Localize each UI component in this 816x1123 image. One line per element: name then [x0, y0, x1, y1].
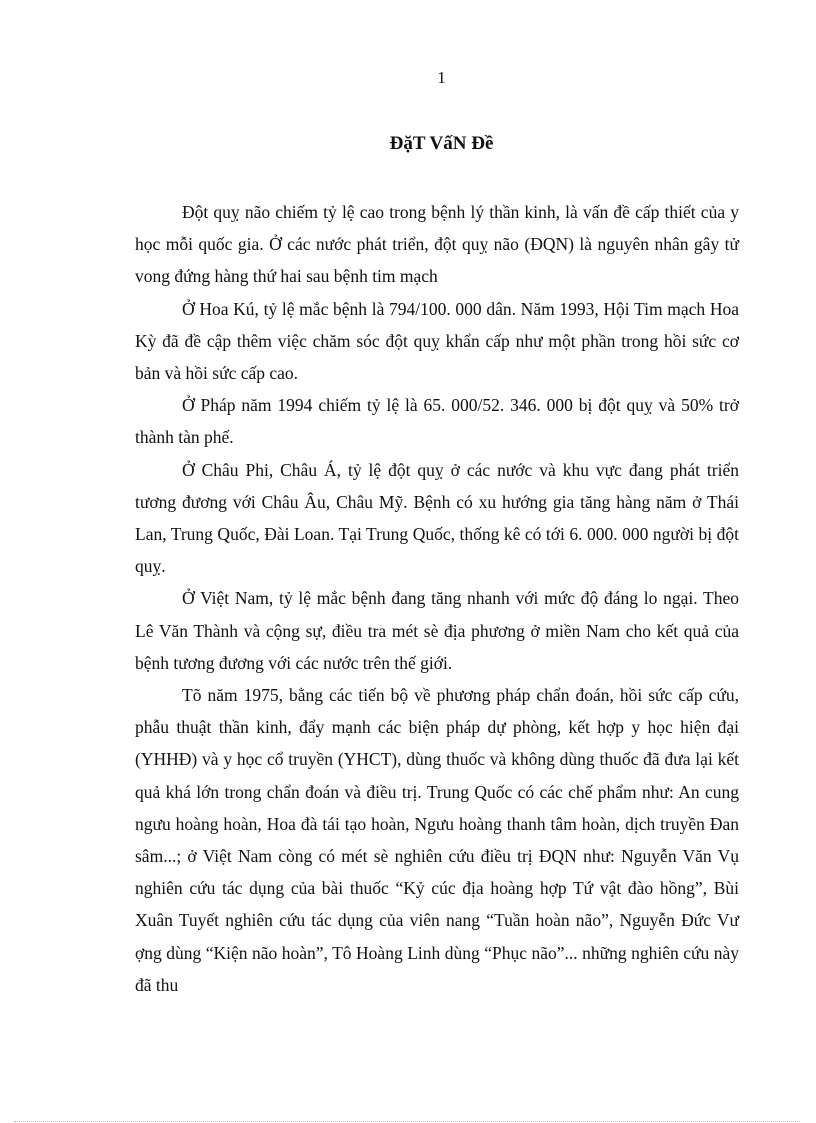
page-bottom-divider [14, 1121, 800, 1122]
paragraph: Ở Hoa Kú, tỷ lệ mắc bệnh là 794/100. 000 dân. Năm 1993, Hội Tim mạch Hoa Kỳ đã đề cập thêm việc chăm sóc đột quỵ khẩn cấp như một phần trong hồi sức cơ bản và hồi sức cấp cao. [135, 298, 739, 384]
page-number: 1 [437, 68, 446, 87]
section-title: ĐặT VấN Đề [389, 133, 494, 154]
paragraph: Đột quỵ não chiếm tỷ lệ cao trong bệnh lý thần kinh, là vấn đề cấp thiết của y học mỗi quốc gia. Ở các nước phát triển, đột quỵ não (ĐQN) là nguyên nhân gây tử vong đứng hàng thứ hai sau bệnh tim mạch [135, 202, 739, 287]
body-text [135, 196, 739, 1001]
paragraph: Tõ năm 1975, bằng các tiến bộ về phương pháp chẩn đoán, hồi sức cấp cứu, phẫu thuật thần kinh, đẩy mạnh các biện pháp dự phòng, kết hợp y học hiện đại (YHHĐ) và y học cổ truyền (YHCT), dùng thuốc và không dùng thuốc đã đưa lại kết quả khá lớn trong chẩn đoán và điều trị. Trung Quốc có các chế phẩm như: An cung ngưu hoàng hoàn, Hoa đà tái tạo hoàn, Ngưu hoàng thanh tâm hoàn, dịch truyền Đan sâm...; ở Việt Nam còng có mét sè nghiên cứu điều trị ĐQN như: Nguyễn Văn Vụ nghiên cứu tác dụng của bài thuốc “Kỷ cúc địa hoàng hợp Tứ vật đào hồng”, Bùi Xuân Tuyết nghiên cứu tác dụng của viên nang “Tuần hoàn não”, Nguyễn Đức Vư ợng dùng “Kiện não hoàn”, Tô Hoàng Linh dùng “Phục não”... những nghiên cứu này đã thu [135, 685, 739, 995]
paragraph: Ở Việt Nam, tỷ lệ mắc bệnh đang tăng nhanh với mức độ đáng lo ngại. Theo Lê Văn Thành và cộng sự, điều tra mét sè địa phương ở miền Nam cho kết quả của bệnh tương đương với các nước trên thế giới. [135, 588, 739, 673]
paragraph: Ở Pháp năm 1994 chiếm tỷ lệ là 65. 000/52. 346. 000 bị đột quỵ và 50% trở thành tàn phế. [135, 395, 739, 448]
paragraph: Ở Châu Phi, Châu Á, tỷ lệ đột quỵ ở các nước và khu vực đang phát triển tương đương với Châu Âu, Châu Mỹ. Bệnh có xu hướng gia tăng hàng năm ở Thái Lan, Trung Quốc, Đài Loan. Tại Trung Quốc, thống kê có tới 6. 000. 000 người bị đột quỵ. [135, 459, 739, 577]
